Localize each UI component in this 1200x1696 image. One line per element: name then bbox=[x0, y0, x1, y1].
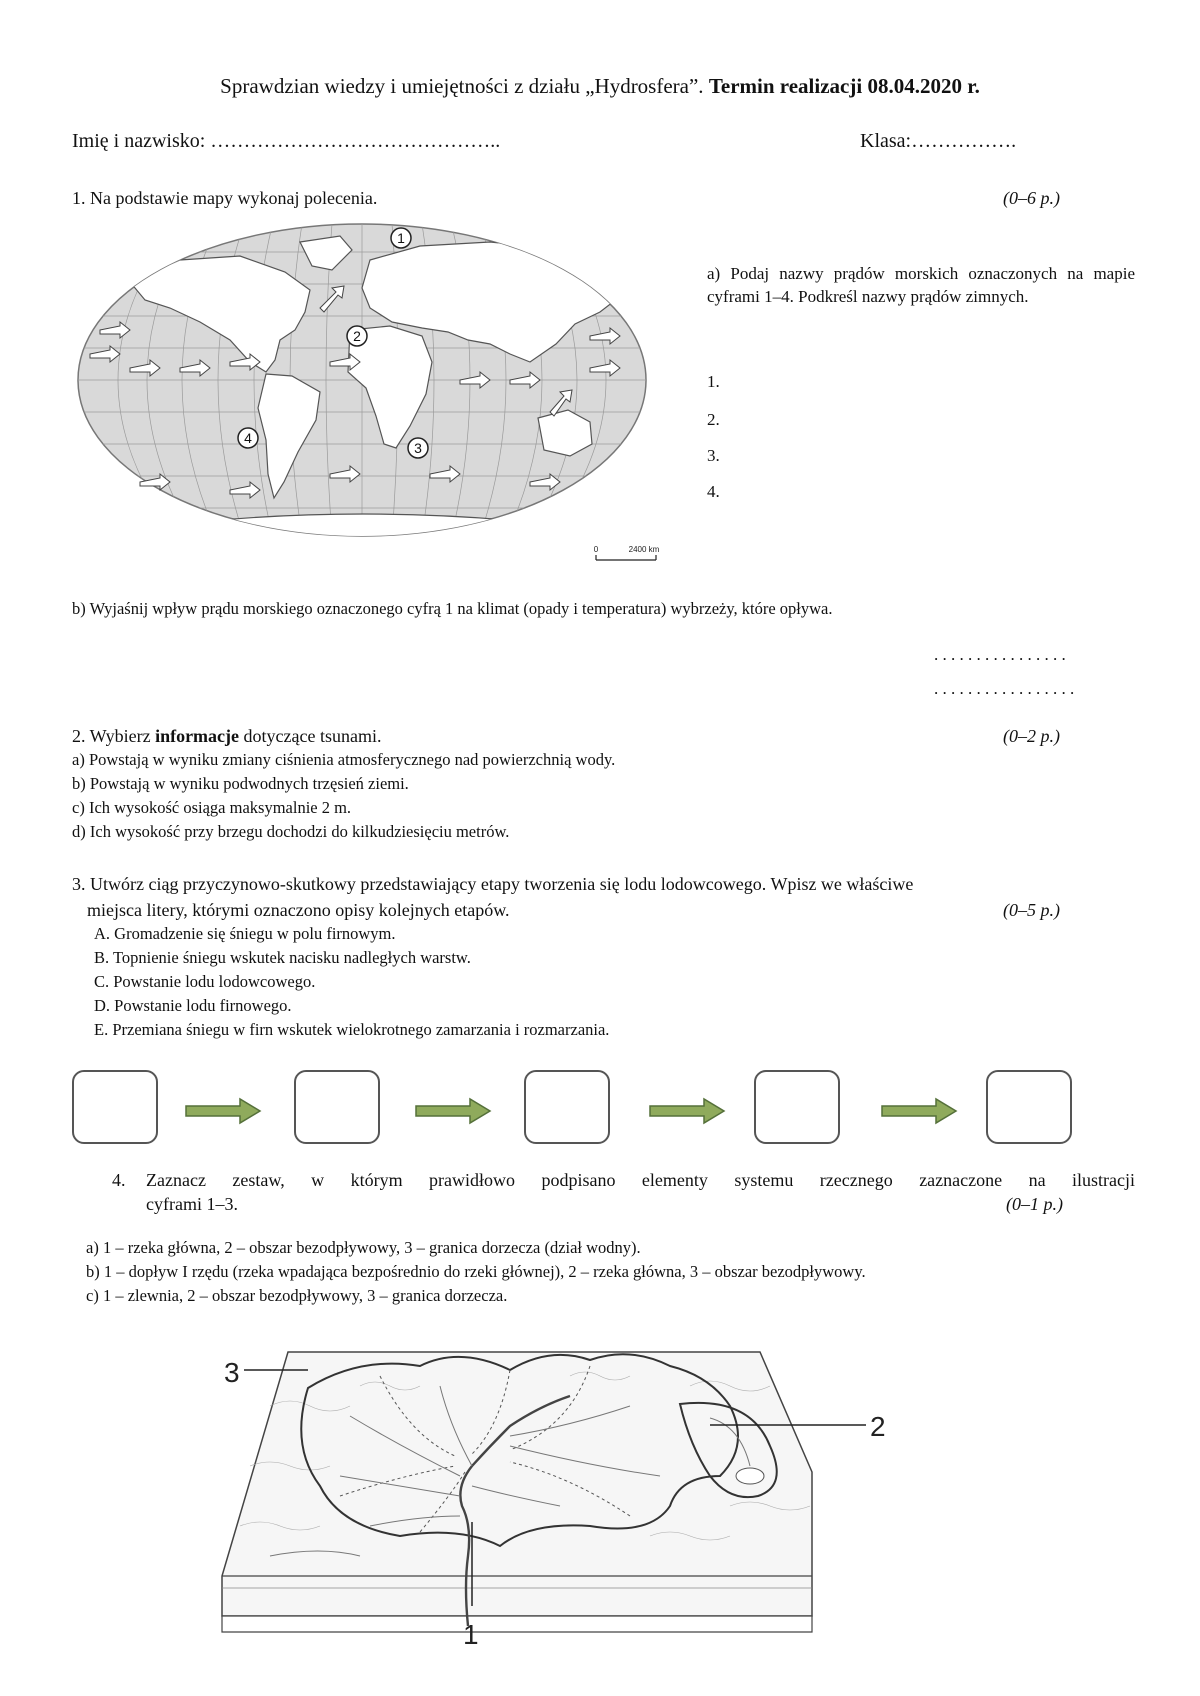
antarctica bbox=[130, 514, 600, 572]
sequence-box-3[interactable] bbox=[524, 1070, 610, 1144]
svg-text:1: 1 bbox=[397, 230, 405, 246]
q2-options bbox=[72, 748, 615, 844]
q1-answer-line-1[interactable]: . . . . . . . . . . . . . . . . bbox=[934, 645, 1066, 664]
q2-points: (0–2 p.) bbox=[1003, 726, 1060, 746]
title-bold: Termin realizacji 08.04.2020 r. bbox=[708, 74, 980, 98]
q4-line-1: Zaznacz zestaw, w którym prawidłowo podpisano elementy systemu rzecznego zaznaczone na ilustracji bbox=[146, 1170, 1135, 1190]
q2-title bbox=[72, 726, 381, 747]
q3-option-c: C. Powstanie lodu lodowcowego. bbox=[94, 972, 316, 991]
q4-option-b[interactable]: b) 1 – dopływ I rzędu (rzeka wpadająca bezpośrednio do rzeki głównej), 2 – rzeka główna, 3 – obszar bezodpływowy. bbox=[86, 1262, 866, 1281]
world-map-svg bbox=[70, 212, 680, 572]
map-marker-4 bbox=[238, 428, 258, 448]
figure-label-3: 3 bbox=[224, 1357, 240, 1388]
q1-answer-3[interactable]: 3. bbox=[707, 446, 720, 465]
q4-option-c[interactable]: c) 1 – zlewnia, 2 – obszar bezodpływowy, 3 – granica dorzecza. bbox=[86, 1286, 508, 1305]
sequence-box-4[interactable] bbox=[754, 1070, 840, 1144]
sequence-arrow-4 bbox=[880, 1097, 960, 1125]
q1-answer-2[interactable]: 2. bbox=[707, 410, 720, 429]
block-base bbox=[222, 1616, 812, 1632]
svg-text:2: 2 bbox=[353, 328, 361, 344]
svg-text:4: 4 bbox=[244, 430, 252, 446]
svg-text:3: 3 bbox=[414, 440, 422, 456]
q3-option-a: A. Gromadzenie się śniegu w polu firnowym. bbox=[94, 924, 396, 943]
q3-option-e: E. Przemiana śniegu w firn wskutek wielokrotnego zamarzania i rozmarzania. bbox=[94, 1020, 610, 1039]
q3-line-1: 3. Utwórz ciąg przyczynowo-skutkowy przedstawiający etapy tworzenia się lodu lodowcowego. Wpisz we właściwe bbox=[72, 874, 914, 894]
river-basin-figure bbox=[210, 1326, 900, 1656]
q3-points: (0–5 p.) bbox=[1003, 900, 1060, 920]
q2-option-a[interactable]: a) Powstają w wyniku zmiany ciśnienia atmosferycznego nad powierzchnią wody. bbox=[72, 750, 616, 769]
title-regular: Sprawdzian wiedzy i umiejętności z działu „Hydrosfera”. bbox=[220, 74, 704, 98]
q1-title: 1. Na podstawie mapy wykonaj polecenia. bbox=[72, 188, 378, 208]
q1-answer-line-2[interactable]: . . . . . . . . . . . . . . . . . bbox=[934, 679, 1075, 698]
q2-option-d[interactable]: d) Ich wysokość przy brzegu dochodzi do kilkudziesięciu metrów. bbox=[72, 822, 510, 841]
page-title bbox=[0, 74, 1200, 99]
q1-answer-4[interactable]: 4. bbox=[707, 482, 720, 501]
q4-option-a[interactable]: a) 1 – rzeka główna, 2 – obszar bezodpływowy, 3 – granica dorzecza (dział wodny). bbox=[86, 1238, 641, 1257]
q1-task-a: a) Podaj nazwy prądów morskich oznaczonych na mapie cyframi 1–4. Podkreśl nazwy prądów zimnych. bbox=[707, 264, 1135, 306]
sequence-arrow-1 bbox=[184, 1097, 264, 1125]
figure-label-2: 2 bbox=[870, 1411, 886, 1442]
q2-option-b[interactable]: b) Powstają w wyniku podwodnych trzęsień ziemi. bbox=[72, 774, 409, 793]
svg-text:0: 0 bbox=[593, 545, 599, 554]
q1-task-b: b) Wyjaśnij wpływ prądu morskiego oznaczonego cyfrą 1 na klimat (opady i temperatura) wybrzeży, które opływa. bbox=[72, 599, 833, 618]
sequence-arrow-2 bbox=[414, 1097, 494, 1125]
river-basin-svg bbox=[210, 1326, 900, 1656]
sequence-arrow-3 bbox=[648, 1097, 728, 1125]
sequence-box-1[interactable] bbox=[72, 1070, 158, 1144]
q4-options bbox=[86, 1236, 866, 1308]
q2-title-bold: informacje bbox=[155, 726, 240, 746]
map-scale-bar bbox=[594, 545, 660, 560]
map-marker-1 bbox=[391, 228, 411, 248]
world-map-figure bbox=[70, 212, 680, 572]
q4-points: (0–1 p.) bbox=[1006, 1194, 1063, 1214]
q2-title-post: dotyczące tsunami. bbox=[239, 726, 382, 746]
q3-option-b: B. Topnienie śniegu wskutek nacisku nadległych warstw. bbox=[94, 948, 471, 967]
figure-label-1: 1 bbox=[463, 1619, 479, 1650]
map-marker-3 bbox=[408, 438, 428, 458]
q3-options bbox=[94, 922, 609, 1042]
q2-option-c[interactable]: c) Ich wysokość osiąga maksymalnie 2 m. bbox=[72, 798, 352, 817]
q4-line-2: cyframi 1–3. bbox=[146, 1194, 238, 1214]
class-field-label: Klasa:……………. bbox=[860, 130, 1017, 152]
q4-number: 4. bbox=[112, 1170, 126, 1190]
q2-title-pre: 2. Wybierz bbox=[72, 726, 156, 746]
q3-option-d: D. Powstanie lodu firnowego. bbox=[94, 996, 292, 1015]
sequence-box-2[interactable] bbox=[294, 1070, 380, 1144]
q3-line-2: miejsca litery, którymi oznaczono opisy kolejnych etapów. bbox=[87, 900, 510, 920]
q1-answer-1[interactable]: 1. bbox=[707, 372, 720, 391]
sequence-box-5[interactable] bbox=[986, 1070, 1072, 1144]
svg-text:2400 km: 2400 km bbox=[628, 545, 660, 554]
name-field-label: Imię i nazwisko: …………………………………….. bbox=[72, 130, 501, 152]
map-marker-2 bbox=[347, 326, 367, 346]
q1-points: (0–6 p.) bbox=[1003, 188, 1060, 208]
